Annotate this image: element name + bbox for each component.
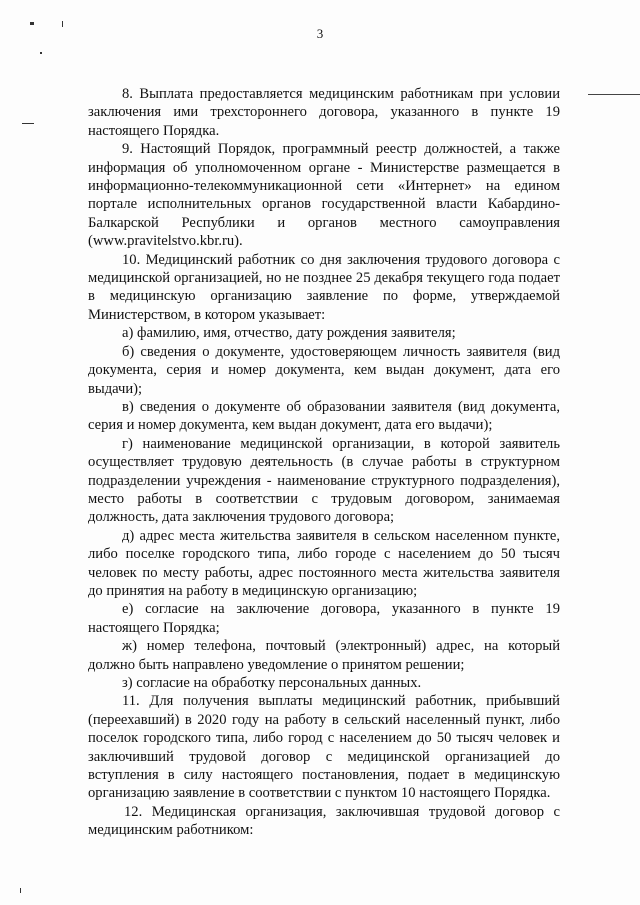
scan-artifact-mark [30,22,34,25]
paragraph-10: 10. Медицинский работник со дня заключения трудового договора с медицинской организацией, но не позднее 25 декабря текущего года подает в медицинскую организацию заявление по форме, утверждаемой Министерством, в котором указывает: [88,251,560,323]
list-item-v: в) сведения о документе об образовании заявителя (вид документа, серия и номер документа, кем выдан документ, дата его выдачи); [88,398,560,434]
paragraph-11: 11. Для получения выплаты медицинский работник, прибывший (переехавший) в 2020 году на работу в сельский населенный пункт, либо поселок городского типа, либо город с населением до 50 тысяч человек и заключивший трудовой договор с медицинской организацией до вступления в силу настоящего постановления, подает в медицинскую организацию заявление в соответствии с пунктом 10 настоящего Порядка. [88,693,560,802]
paragraph-8: 8. Выплата предоставляется медицинским работникам при условии заключения ими трехстороннего договора, указанного в пункте 19 настоящего Порядка. [88,86,560,139]
list-item-b: б) сведения о документе, удостоверяющем личность заявителя (вид документа, серия и номер документа, кем выдан документ, дата его выдачи); [88,343,560,397]
list-item-a: а) фамилию, имя, отчество, дату рождения заявителя; [122,325,456,342]
scan-artifact-mark [40,52,42,54]
document-body [88,85,560,840]
list-item-g: г) наименование медицинской организации, в которой заявитель осуществляет трудовую деятельность (в случае работы в структурном подразделении учреждения - наименование структурного подразделения), место работы в соответствии с трудовым договором, занимаемая должность, дата заключения трудового договора; [88,435,560,526]
scan-underline [588,94,640,95]
list-item-d: д) адрес места жительства заявителя в сельском населенном пункте, либо поселке городского типа, либо городе с населением до 50 тысяч человек по месту работы, адрес постоянного места жительства заявителя до принятия на работу в медицинскую организацию; [88,527,560,599]
page-number: 3 [316,26,324,41]
list-item-z: з) согласие на обработку персональных данных. [122,675,422,691]
list-item-zh: ж) номер телефона, почтовый (электронный) адрес, на который должно быть направлено уведомление о принятом решении; [88,638,560,673]
list-item-e: е) согласие на заключение договора, указанного в пункте 19 настоящего Порядка; [88,601,560,636]
scan-artifact-mark [22,123,34,124]
paragraph-9: 9. Настоящий Порядок, программный реестр должностей, а также информация об уполномоченном органе - Министерстве размещается в информационно-телекоммуникационной сети «Интернет» на едином портале исполнительных органов государственной власти Кабардино-Балкарской Республики и органов местного самоуправления (www.pravitelstvo.kbr.ru). [88,141,560,250]
scan-artifact-mark [20,888,21,893]
paragraph-12: 12. Медицинская организация, заключившая трудовой договор с медицинским работником: [88,803,560,839]
